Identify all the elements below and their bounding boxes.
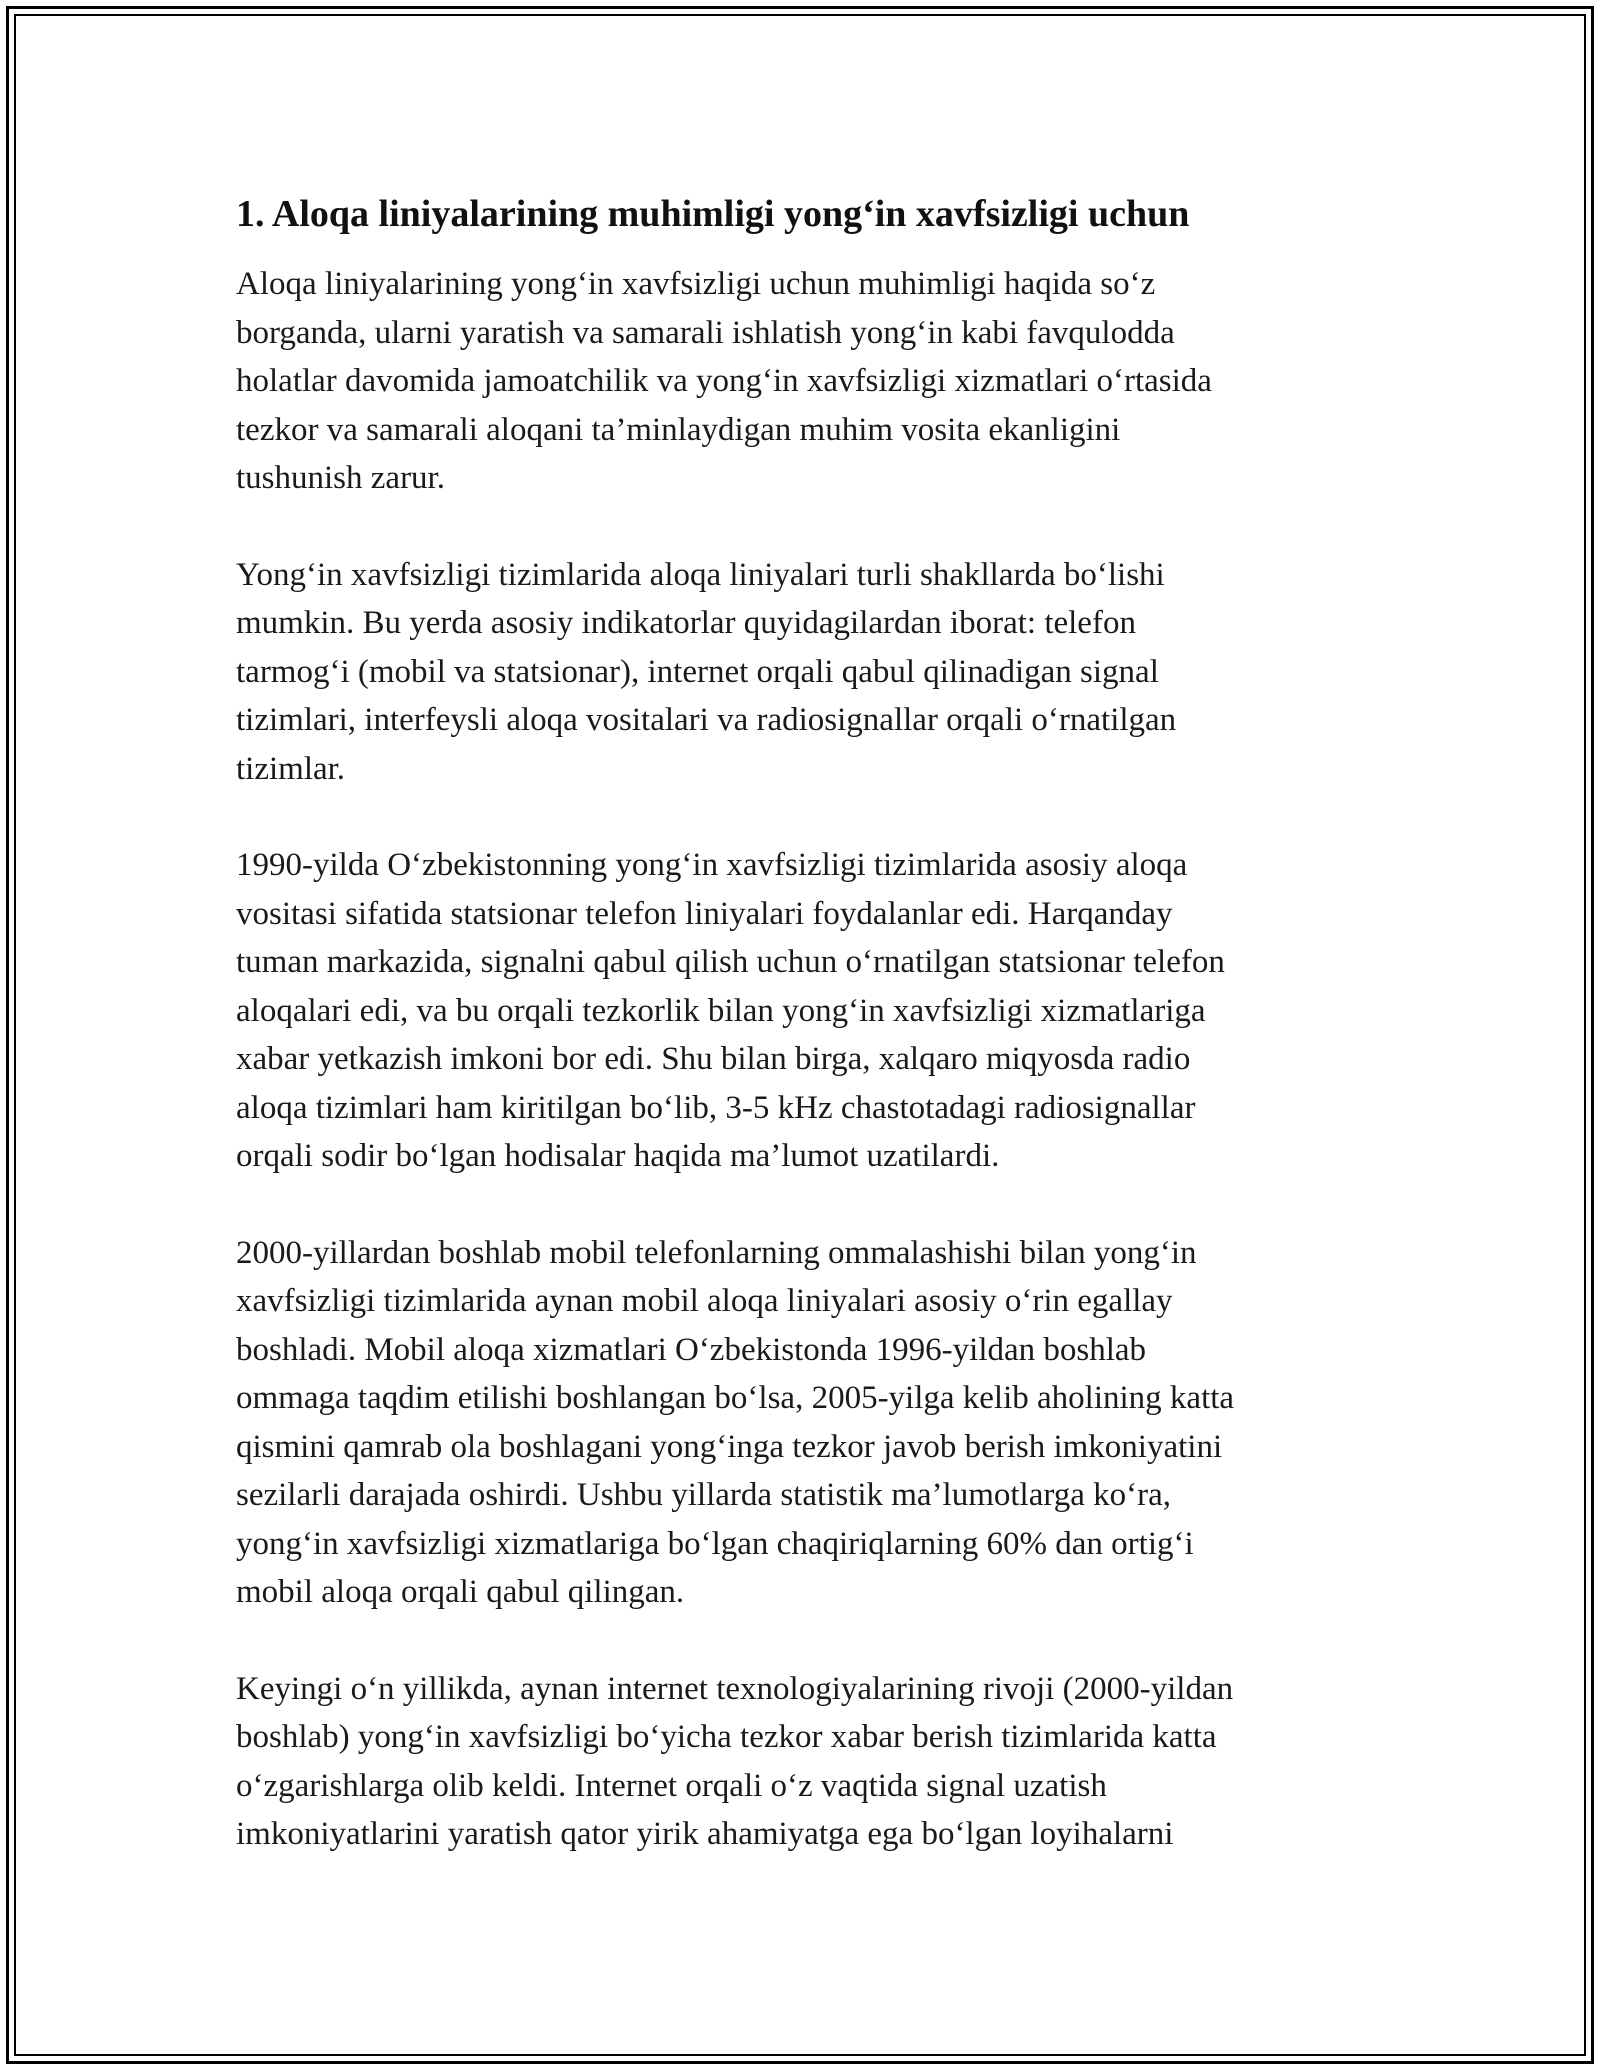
paragraph-1 xyxy=(236,260,1376,503)
paragraph-2 xyxy=(236,551,1376,794)
text-line: tushunish zarur. xyxy=(236,460,445,496)
text-line: holatlar davomida jamoatchilik va yong‘in xavfsizligi xizmatlari o‘rtasida xyxy=(236,363,1212,399)
text-line: sezilarli darajada oshirdi. Ushbu yillarda statistik ma’lumotlarga ko‘ra, xyxy=(236,1477,1172,1513)
text-line: 1990-yilda O‘zbekistonning yong‘in xavfsizligi tizimlarida asosiy aloqa xyxy=(236,847,1188,883)
text-line: orqali sodir bo‘lgan hodisalar haqida ma’lumot uzatilardi. xyxy=(236,1138,1000,1174)
text-line: aloqalari edi, va bu orqali tezkorlik bilan yong‘in xavfsizligi xizmatlariga xyxy=(236,992,1206,1029)
document-body xyxy=(236,188,1376,1907)
paragraph-5 xyxy=(236,1665,1376,1859)
text-line: tuman markazida, signalni qabul qilish uchun o‘rnatilgan statsionar telefon xyxy=(236,944,1225,980)
text-line: tizimlar. xyxy=(236,750,346,787)
text-line: o‘zgarishlarga olib keldi. Internet orqali o‘z vaqtida signal uzatish xyxy=(236,1767,1107,1804)
text-line: borganda, ularni yaratish va samarali ishlatish yong‘in kabi favqulodda xyxy=(236,314,1175,351)
text-line: mobil aloqa orqali qabul qilingan. xyxy=(236,1574,685,1610)
paragraph-4 xyxy=(236,1229,1376,1617)
text-line: 2000-yillardan boshlab mobil telefonlarning ommalashishi bilan yong‘in xyxy=(236,1234,1197,1271)
text-line: aloqa tizimlari ham kiritilgan bo‘lib, 3-5 kHz chastotadagi radiosignallar xyxy=(236,1089,1196,1126)
text-line: ommaga taqdim etilishi boshlangan bo‘lsa, 2005-yilga kelib aholining katta xyxy=(236,1380,1235,1416)
text-line: vositasi sifatida statsionar telefon liniyalari foydalanlar edi. Harqanday xyxy=(236,895,1173,932)
text-line: xavfsizligi tizimlarida aynan mobil aloqa liniyalari asosiy o‘rin egallay xyxy=(236,1283,1173,1319)
text-line: boshlab) yong‘in xavfsizligi bo‘yicha tezkor xabar berish tizimlarida katta xyxy=(236,1719,1217,1755)
paragraph-3 xyxy=(236,841,1376,1181)
text-line: imkoniyatlarini yaratish qator yirik ahamiyatga ega bo‘lgan loyihalarni xyxy=(236,1816,1174,1852)
text-line: boshladi. Mobil aloqa xizmatlari O‘zbekistonda 1996-yildan boshlab xyxy=(236,1331,1147,1368)
text-line: xabar yetkazish imkoni bor edi. Shu bilan birga, xalqaro miqyosda radio xyxy=(236,1041,1191,1077)
text-line: Keyingi o‘n yillikda, aynan internet texnologiyalarining rivoji (2000-yildan xyxy=(236,1670,1234,1707)
text-line: tarmog‘i (mobil va statsionar), internet orqali qabul qilinadigan signal xyxy=(236,653,1159,690)
text-line: tezkor va samarali aloqani ta’minlaydigan muhim vosita ekanligini xyxy=(236,411,1121,448)
text-line: qismini qamrab ola boshlagani yong‘inga tezkor javob berish imkoniyatini xyxy=(236,1428,1223,1465)
text-line: tizimlari, interfeysli aloqa vositalari va radiosignallar orqali o‘rnatilgan xyxy=(236,702,1177,738)
text-line: yong‘in xavfsizligi xizmatlariga bo‘lgan chaqiriqlarning 60% dan ortig‘i xyxy=(236,1525,1194,1562)
text-line: Yong‘in xavfsizligi tizimlarida aloqa liniyalari turli shakllarda bo‘lishi xyxy=(236,556,1165,593)
text-line: Aloqa liniyalarining yong‘in xavfsizligi uchun muhimligi haqida so‘z xyxy=(236,266,1156,302)
text-line: mumkin. Bu yerda asosiy indikatorlar quyidagilardan iborat: telefon xyxy=(236,605,1136,641)
document-title: 1. Aloqa liniyalarining muhimligi yong‘in xavfsizligi uchun xyxy=(236,193,1190,235)
